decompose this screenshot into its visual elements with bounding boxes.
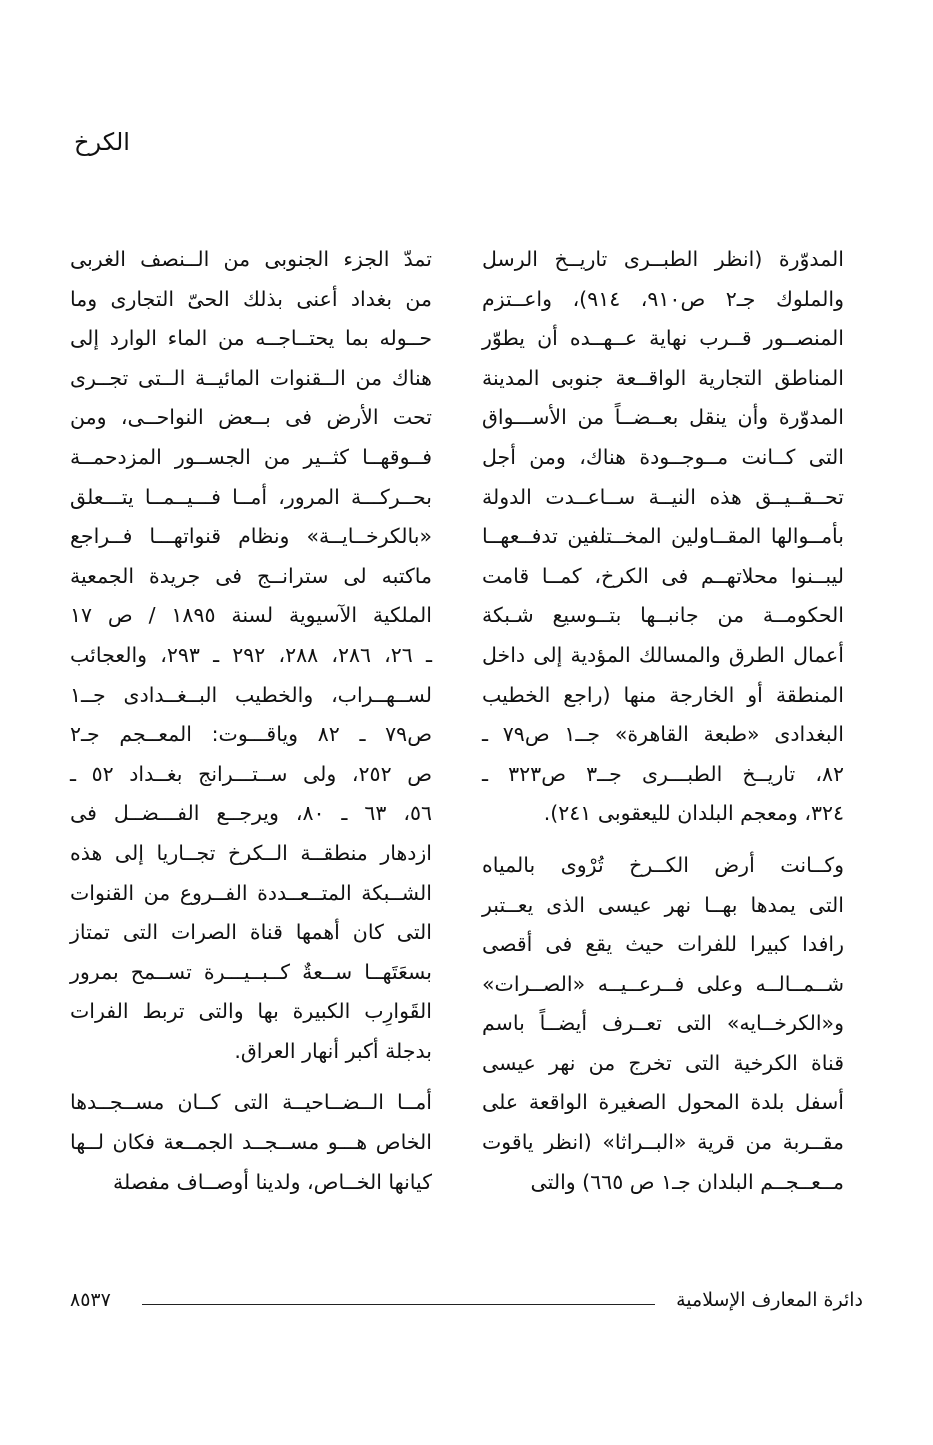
text-line: حــوله بما يحتــاجــه من الماء الوارد إلى — [70, 326, 432, 351]
text-line: هناك من الــقنوات المائيــة الــتى تجــرى — [70, 365, 432, 390]
text-line: المنصــور قــرب نهاية عــهــده أن يطوّر — [482, 326, 844, 351]
text-line: تمدّ الجزء الجنوبى من الــنصف الغربى — [70, 247, 432, 271]
text-line: الملكية الآسيوية لسنة ١٨٩٥ / ص ١٧ — [70, 603, 432, 628]
text-line: الحكومــة من جانبــها بتــوسيع شـبكة — [482, 603, 844, 628]
paragraph — [482, 846, 844, 1202]
text-line: فــوقهــا كثــير من الجســور المزدحمــة — [70, 444, 432, 469]
text-line: وكــانت أرض الكــرخ تُرْوى بالمياه — [482, 852, 844, 877]
journal-title: دائرة المعارف الإسلامية — [676, 1289, 863, 1311]
paragraph — [70, 1083, 432, 1202]
text-line: ماكتبه لى سترانــج فى جريدة الجمعية — [70, 563, 432, 588]
text-line: ليبــنوا محلاتهــم فى الكرخ، كمــا قامت — [482, 563, 844, 588]
text-line: شــمــالــه وعلى فــرعــيــه «الصــرات» — [482, 971, 844, 996]
text-line: التى كــانت مــوجــودة هناك، ومن أجل — [482, 444, 844, 469]
text-line: قناة الكرخية التى تخرج من نهر عيسى — [482, 1050, 844, 1075]
text-line: والملوك جـ٢ ص٩١٠، ٩١٤)، واعــتزم — [482, 286, 844, 311]
paragraph — [70, 240, 432, 1071]
text-line: مقــربة من قرية «البــراثا» (انظر ياقوت — [482, 1130, 844, 1155]
text-line: المدوّرة (انظر الطبــرى تاريــخ الرسل — [482, 247, 844, 271]
text-line: رافدا كبيرا للفرات حيث يقع فى أقصى — [482, 932, 844, 957]
text-line: و«الكرخــايه» التى تعــرف أيضــاً باسم — [482, 1011, 844, 1036]
text-line: أمــا الــضــاحيــة التى كــان مســجــدها — [70, 1090, 432, 1115]
text-line: من بغداد أعنى بذلك الحىّ التجارى وما — [70, 286, 432, 311]
text-line: لســهــراب، والخطيب البــغــدادى جــ١ — [70, 682, 432, 707]
page-footer — [70, 1289, 863, 1317]
text-line: التى يمدها بهــا نهر عيسى الذى يعــتبر — [482, 892, 844, 917]
text-line: «بالكرخــايــة» ونظام قنواتهـــا فــراجع — [70, 524, 432, 549]
text-line: بدجلة أكبر أنهار العراق. — [234, 1038, 432, 1063]
text-line: الخاص هـــو مســجــد الجمــعة فكان لــها — [70, 1130, 432, 1155]
text-line: المناطق التجارية الواقــعة جنوبى المدينة — [482, 365, 844, 390]
text-line: ص٧٩ ـ ٨٢ وياقـــوت: المعــجم جـ٢ — [70, 722, 432, 747]
text-line: بأمــوالها المقــاولين المخــتلفين تدفــعهــا — [482, 524, 844, 549]
text-line: بحــركـــة المرور، أمــا فـــيــمــا يتـــعلق — [70, 484, 432, 509]
paragraph — [482, 240, 844, 834]
text-line: الشــبكة المتــعــددة الفــروع من القنوات — [70, 880, 432, 905]
text-line: ٨٢، تاريــخ الطبـــرى جــ٣ ص٣٢٣ ـ — [482, 761, 844, 786]
text-line: أعمال الطرق والمسالك المؤدية إلى داخل — [482, 642, 844, 667]
page-title: الكرخ — [74, 128, 130, 156]
text-line: بسعَتَهــا ســعةٌ كــبــيـــرة تســمح بمرور — [70, 959, 432, 984]
text-line: المدوّرة وأن ينقل بعــضــاً من الأســـواق — [482, 405, 844, 430]
footer-divider-line — [142, 1304, 655, 1305]
text-line: تحت الأرض فى بــعض النواحــى، ومن — [70, 405, 432, 430]
left-text-column — [70, 240, 432, 1202]
text-line: القَوارِب الكبيرة بها والتى تربط الفرات — [70, 999, 432, 1024]
text-line: ٣٢٤، ومعجم البلدان لليعقوبى ٢٤١). — [543, 801, 844, 826]
text-line: المنطقة أو الخارجة منها (راجع الخطيب — [482, 682, 844, 707]
text-line: التى كان أهمها قناة الصرات التى تمتاز — [70, 920, 432, 945]
text-line: البغدادى «طبعة القاهرة» جــ١ ص٧٩ ـ — [482, 722, 844, 747]
text-line: ٥٦، ٦٣ ـ ٨٠، ويرجــع الفـــضــل فى — [70, 801, 432, 826]
text-line: ازدهار منطقــة الــكرخ تجــاريا إلى هذه — [70, 840, 432, 865]
text-line: مــعــجــم البلدان جـ١ ص ٦٦٥) والتى — [530, 1169, 844, 1194]
text-line: أسفل بلدة المحول الصغيرة الواقعة على — [482, 1090, 844, 1115]
text-line: ـ ٢٦، ٢٨٦، ٢٨٨، ٢٩٢ ـ ٢٩٣، والعجائب — [70, 642, 432, 667]
page-number: ٨٥٣٧ — [70, 1289, 111, 1311]
text-line: تحــقــيــق هذه النيــة ســاعــدت الدولة — [482, 484, 844, 509]
text-line: ص ٢٥٢، ولى ســتـــرانج بغــداد ٥٢ ـ — [70, 761, 432, 786]
text-line: كيانها الخــاص، ولدينا أوصــاف مفصلة — [113, 1169, 432, 1194]
right-text-column — [482, 240, 844, 1202]
